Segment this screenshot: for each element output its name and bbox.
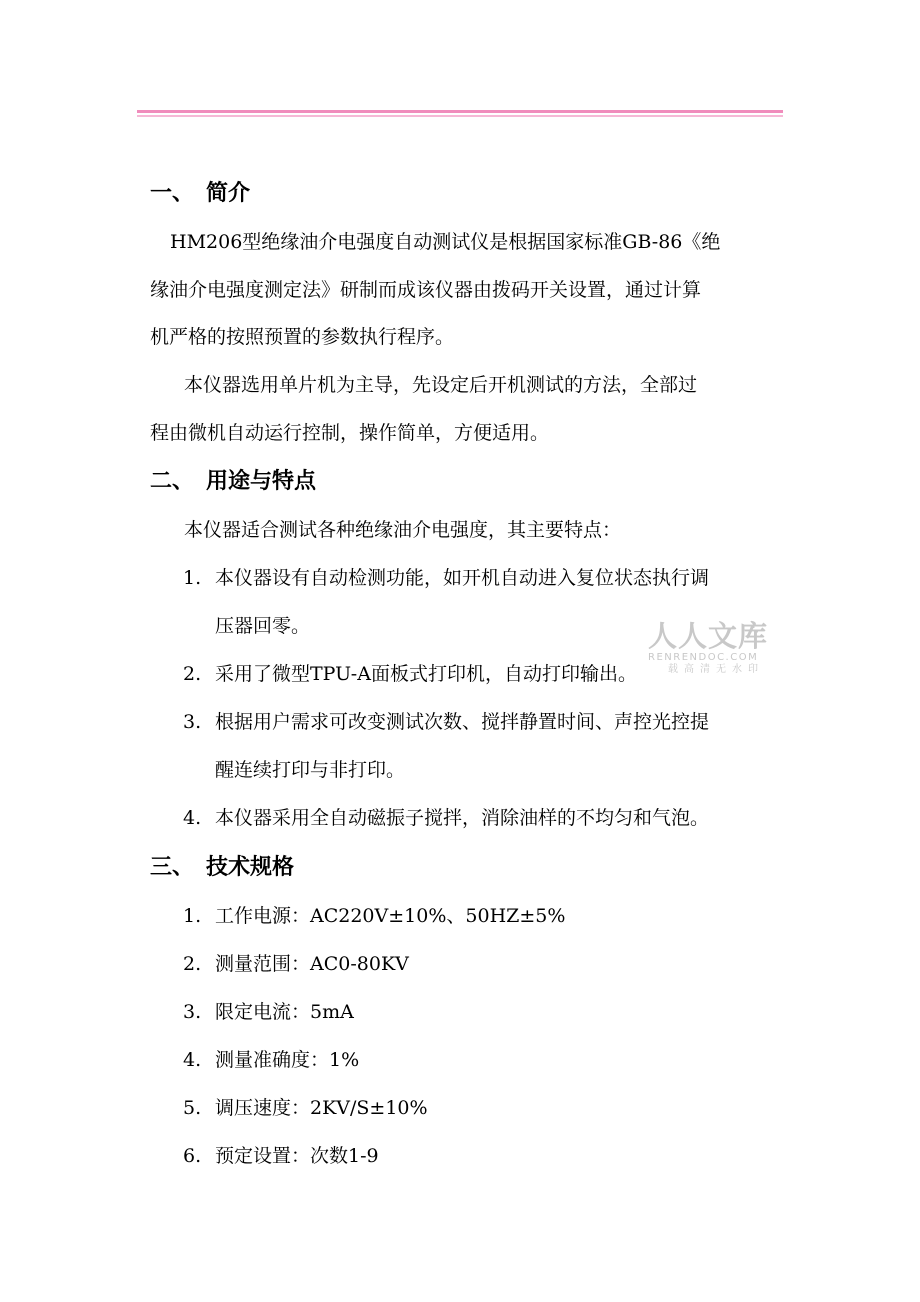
spec-item bbox=[183, 1144, 379, 1168]
list-continuation: 醒连续打印与非打印。 bbox=[215, 759, 406, 781]
list-number: 1. bbox=[183, 567, 202, 589]
paragraph-line: 本仪器选用单片机为主导，先设定后开机测试的方法，全部过 bbox=[184, 374, 698, 396]
spec-item bbox=[183, 1096, 428, 1120]
spec-item bbox=[183, 904, 565, 928]
list-number: 6. bbox=[183, 1145, 202, 1167]
spec-text: 工作电源：AC220V±10%、50HZ±5% bbox=[215, 905, 566, 927]
section-intro: 本仪器适合测试各种绝缘油介电强度，其主要特点： bbox=[184, 519, 622, 541]
watermark-subtitle: 载高清无水印 bbox=[668, 664, 764, 675]
spec-text: 预定设置：次数1-9 bbox=[215, 1145, 379, 1167]
list-text: 本仪器采用全自动磁振子搅拌，消除油样的不均匀和气泡。 bbox=[215, 807, 710, 829]
section-title: 用途与特点 bbox=[206, 469, 317, 494]
section-title: 简介 bbox=[206, 181, 251, 206]
section-heading-specs bbox=[150, 854, 294, 882]
list-text: 根据用户需求可改变测试次数、搅拌静置时间、声控光控提 bbox=[215, 711, 710, 733]
paragraph-line: 机严格的按照预置的参数执行程序。 bbox=[150, 326, 455, 348]
spec-item bbox=[183, 1048, 359, 1072]
paragraph-line: HM206型绝缘油介电强度自动测试仪是根据国家标准GB-86《绝 bbox=[170, 231, 721, 253]
list-number: 2. bbox=[183, 953, 202, 975]
watermark-logo bbox=[648, 620, 774, 684]
list-number: 4. bbox=[183, 1049, 202, 1071]
list-item bbox=[183, 662, 637, 686]
list-continuation: 压器回零。 bbox=[215, 615, 311, 637]
spec-item bbox=[183, 1000, 354, 1024]
watermark-title: 人人文库 bbox=[648, 619, 769, 653]
list-text: 采用了微型TPU-A面板式打印机，自动打印输出。 bbox=[215, 663, 637, 685]
list-number: 2. bbox=[183, 663, 202, 685]
section-heading-intro bbox=[150, 180, 250, 208]
list-item bbox=[183, 710, 709, 734]
list-number: 4. bbox=[183, 807, 202, 829]
header-rule-secondary bbox=[137, 115, 783, 117]
section-number: 一、 bbox=[150, 181, 195, 206]
section-heading-features bbox=[150, 468, 316, 496]
spec-item bbox=[183, 952, 409, 976]
list-item bbox=[183, 566, 709, 590]
list-number: 3. bbox=[183, 1001, 202, 1023]
spec-text: 限定电流：5mA bbox=[215, 1001, 354, 1023]
header-rule bbox=[137, 110, 783, 113]
list-number: 5. bbox=[183, 1097, 202, 1119]
list-item bbox=[183, 806, 709, 830]
watermark-url: RENRENDOC.COM bbox=[648, 652, 759, 663]
list-number: 1. bbox=[183, 905, 202, 927]
spec-text: 测量准确度：1% bbox=[215, 1049, 360, 1071]
list-number: 3. bbox=[183, 711, 202, 733]
paragraph-line: 程由微机自动运行控制，操作简单，方便适用。 bbox=[150, 422, 550, 444]
section-number: 二、 bbox=[150, 469, 195, 494]
list-text: 本仪器设有自动检测功能，如开机自动进入复位状态执行调 bbox=[215, 567, 710, 589]
spec-text: 测量范围：AC0-80KV bbox=[215, 953, 409, 975]
section-title: 技术规格 bbox=[206, 855, 295, 880]
paragraph-line: 缘油介电强度测定法》研制而成该仪器由拨码开关设置，通过计算 bbox=[150, 279, 702, 301]
spec-text: 调压速度：2KV/S±10% bbox=[215, 1097, 428, 1119]
section-number: 三、 bbox=[150, 855, 195, 880]
